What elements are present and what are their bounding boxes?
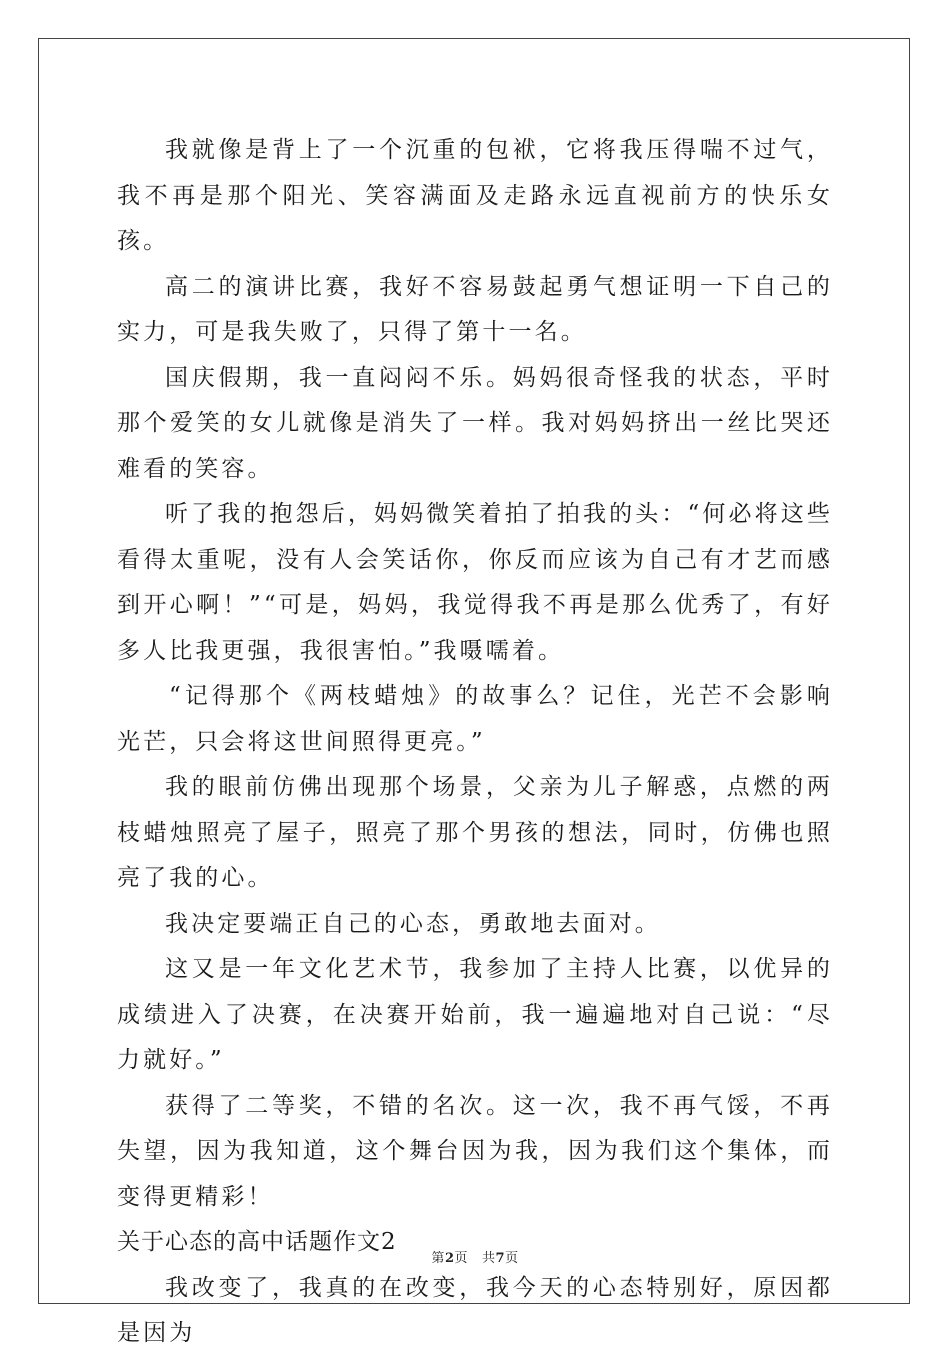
page-prefix: 第 <box>431 1251 445 1266</box>
paragraph-8: 这又是一年文化艺术节，我参加了主持人比赛，以优异的成绩进入了决赛，在决赛开始前，我一遍遍地对自己说：“尽力就好。” <box>117 956 833 1073</box>
section-heading: 关于心态的高中话题作文2 <box>117 1229 397 1255</box>
total-prefix: 共 <box>482 1251 496 1266</box>
paragraph-6: 我的眼前仿佛出现那个场景，父亲为儿子解惑，点燃的两枝蜡烛照亮了屋子，照亮了那个男孩的想法，同时，仿佛也照亮了我的心。 <box>117 774 833 891</box>
paragraph-3: 国庆假期，我一直闷闷不乐。妈妈很奇怪我的状态，平时那个爱笑的女儿就像是消失了一样。我对妈妈挤出一丝比哭还难看的笑容。 <box>117 364 833 482</box>
paragraph-10: 我改变了，我真的在改变，我今天的心态特别好，原因都是因为 <box>117 1274 833 1346</box>
paragraph-1: 我就像是背上了一个沉重的包袱，它将我压得喘不过气，我不再是那个阳光、笑容满面及走路永远直视前方的快乐女孩。 <box>117 137 833 254</box>
paragraph-2: 高二的演讲比赛，我好不容易鼓起勇气想证明一下自己的实力，可是我失败了，只得了第十一名。 <box>117 273 833 345</box>
paragraph-4: 听了我的抱怨后，妈妈微笑着拍了拍我的头：“何必将这些看得太重呢，没有人会笑话你，你反而应该为自己有才艺而感到开心啊！”“可是，妈妈，我觉得我不再是那么优秀了，有好多人比我更强，我很害怕。”我嗫嚅着。 <box>117 501 833 664</box>
total-suffix: 页 <box>505 1251 519 1266</box>
page-suffix: 页 <box>454 1251 468 1266</box>
page-total: 7 <box>495 1251 506 1266</box>
paragraph-5: “记得那个《两枝蜡烛》的故事么？记住，光芒不会影响光芒，只会将这世间照得更亮。” <box>117 683 833 755</box>
document-body <box>117 128 833 1357</box>
paragraph-9: 获得了二等奖，不错的名次。这一次，我不再气馁，不再失望，因为我知道，这个舞台因为我，因为我们这个集体，而变得更精彩！ <box>117 1092 833 1210</box>
paragraph-7: 我决定要端正自己的心态，勇敢地去面对。 <box>165 910 661 937</box>
page-footer <box>0 1247 950 1266</box>
page-current: 2 <box>444 1251 455 1266</box>
